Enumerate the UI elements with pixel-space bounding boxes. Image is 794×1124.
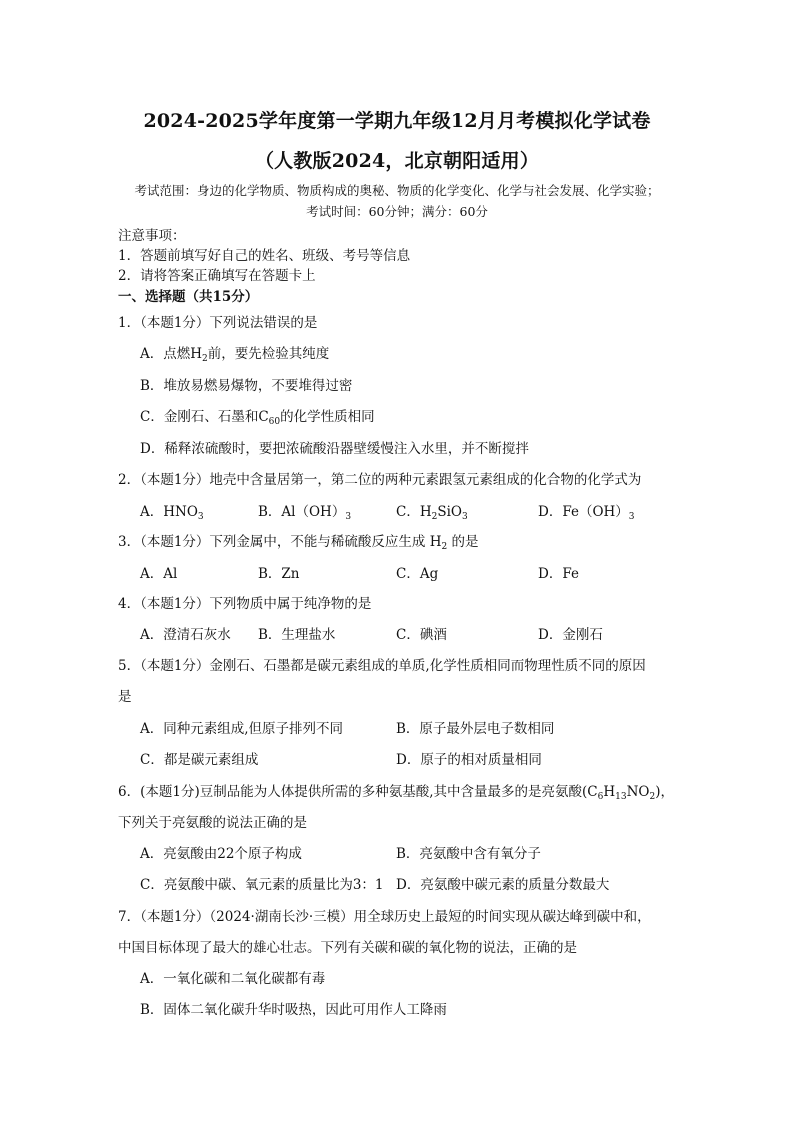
option: A．一氧化碳和二氧化碳都有毒 xyxy=(140,971,326,987)
option: D．稀释浓硫酸时，要把浓硫酸沿器壁缓慢注入水里，并不断搅拌 xyxy=(140,441,529,457)
option: A．同种元素组成,但原子排列不同 xyxy=(140,721,344,737)
option: C．亮氨酸中碳、氧元素的质量比为3：1 xyxy=(140,877,384,893)
option: A．$HNO_3$ xyxy=(140,504,204,522)
exam-title: 2024-2025学年度第一学期九年级12月月考模拟化学试卷 xyxy=(143,110,651,132)
question-stem-cont: 下列关于亮氨酸的说法正确的是 xyxy=(118,815,307,831)
option: C．Ag xyxy=(396,566,439,582)
note-item: 1．答题前填写好自己的姓名、班级、考号等信息 xyxy=(118,248,411,264)
question-stem: 2．（本题1分）地壳中含量居第一，第二位的两种元素跟氢元素组成的化合物的化学式为 xyxy=(118,472,642,488)
option: A．Al xyxy=(140,566,178,582)
option: B．固体二氧化碳升华时吸热，因此可用作人工降雨 xyxy=(140,1002,447,1018)
option: B．原子最外层电子数相同 xyxy=(396,721,555,737)
option: A．点燃$H_2$前，要先检验其纯度 xyxy=(140,346,330,364)
option: B．生理盐水 xyxy=(258,627,336,643)
section-title: 一、选择题（共15分） xyxy=(118,289,259,305)
option: B．$Al(OH)_3$ xyxy=(258,504,352,522)
question-stem: 7．（本题1分）（2024·湖南长沙·三模）用全球历史上最短的时间实现从碳达峰到碳中和， xyxy=(118,909,651,925)
option: B．亮氨酸中含有氧分子 xyxy=(396,846,541,862)
option: C．都是碳元素组成 xyxy=(140,752,259,768)
option: C．碘酒 xyxy=(396,627,447,643)
option: C．金刚石、石墨和$C_{60}$的化学性质相同 xyxy=(140,409,375,427)
option: B．堆放易燃易爆物，不要堆得过密 xyxy=(140,378,353,394)
question-stem: 4．（本题1分）下列物质中属于纯净物的是 xyxy=(118,596,372,612)
exam-scope: 考试范围：身边的化学物质、物质构成的奥秘、物质的化学变化、化学与社会发展、化学实验； xyxy=(134,183,660,198)
notes-title: 注意事项： xyxy=(118,228,186,244)
option: D．Fe xyxy=(538,566,579,582)
question-stem: 3．（本题1分）下列金属中，不能与稀硫酸反应生成 $H_2$ 的是 xyxy=(118,534,479,552)
question-stem-cont: 中国目标体现了最大的雄心壮志。下列有关碳和碳的氧化物的说法，正确的是 xyxy=(118,940,577,956)
option: D．原子的相对质量相同 xyxy=(396,752,542,768)
option: D．金刚石 xyxy=(538,627,603,643)
question-stem: 5．（本题1分）金刚石、石墨都是碳元素组成的单质,化学性质相同而物理性质不同的原因 xyxy=(118,658,646,674)
question-stem: 1．（本题1分）下列说法错误的是 xyxy=(118,315,318,331)
option: A．澄清石灰水 xyxy=(140,627,231,643)
option: D．$Fe(OH)_3$ xyxy=(538,504,635,522)
option: D．亮氨酸中碳元素的质量分数最大 xyxy=(396,877,610,893)
option: B．Zn xyxy=(258,566,300,582)
question-stem: 6．(本题1分)豆制品能为人体提供所需的多种氨基酸,其中含量最多的是亮氨酸$(C_6H_{13}NO_2)$， xyxy=(118,784,674,802)
exam-subtitle: （人教版2024，北京朝阳适用） xyxy=(254,150,540,172)
exam-time: 考试时间：60分钟；满分：60分 xyxy=(306,204,488,219)
note-item: 2．请将答案正确填写在答题卡上 xyxy=(118,268,316,284)
option: A．亮氨酸由22个原子构成 xyxy=(140,846,302,862)
question-stem-cont: 是 xyxy=(118,689,132,705)
option: C．$H_2SiO_3$ xyxy=(396,504,468,522)
